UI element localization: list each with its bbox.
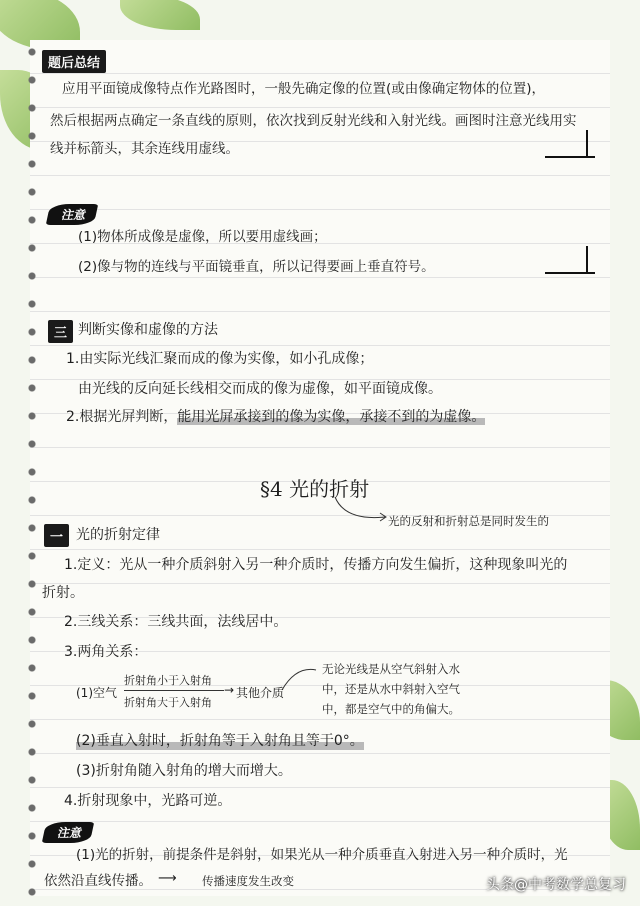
rule-perpendicular: (2)垂直入射时，折射角等于入射角且等于0°。 [76, 733, 364, 749]
notebook-spiral [22, 40, 42, 896]
remark-line: 中，还是从水中斜射入空气 [322, 682, 460, 696]
rule-bottom: 折射角大于入射角 [124, 696, 212, 709]
other-medium-label: 其他介质 [236, 686, 285, 700]
definition-line: 折射。 [42, 585, 84, 601]
note-tag: 注意 [42, 822, 94, 843]
section-title: 光的折射定律 [76, 527, 160, 543]
highlighted-rule: 能用光屏承接到的像为实像，承接不到的为虚像。 [177, 409, 486, 425]
rule-top: 折射角小于入射角 [124, 674, 212, 687]
note-line: (1)光的折射，前提条件是斜射，如果光从一种介质垂直入射进入另一种介质时，光 [76, 847, 568, 863]
judge-prefix: 2.根据光屏判断， [66, 409, 178, 425]
chapter-heading: §4 光的折射 [260, 477, 370, 501]
section-line [66, 408, 485, 426]
rule-reversible: 4.折射现象中，光路可逆。 [64, 793, 232, 809]
arrow-icon: → [224, 683, 235, 697]
note-tag: 注意 [46, 204, 98, 225]
arrow-icon: ⟶ [158, 871, 177, 886]
rule-increase: (3)折射角随入射角的增大而增大。 [76, 763, 292, 779]
watermark: 头条@中考数学总复习 [486, 877, 626, 893]
summary-tag: 题后总结 [42, 50, 106, 73]
arrow-line [124, 690, 224, 691]
arrow-note: 传播速度发生改变 [202, 874, 294, 888]
note-line: 依然沿直线传播。 [44, 873, 152, 889]
air-label: (1)空气 [76, 686, 117, 700]
leaf-decoration [120, 0, 200, 30]
section-line: 1.由实际光线汇聚而成的像为实像，如小孔成像； [66, 351, 374, 367]
section-badge: 一 [44, 524, 69, 547]
three-lines-rule: 2.三线关系：三线共面，法线居中。 [64, 614, 288, 630]
arrow-line [330, 495, 390, 525]
remark-line: 无论光线是从空气斜射入水 [322, 662, 460, 676]
ink-stroke [586, 130, 588, 158]
note-item: (1)物体所成像是虚像，所以要用虚线画； [78, 229, 327, 245]
remark-line: 中，都是空气中的角偏大。 [322, 702, 460, 716]
summary-line: 应用平面镜成像特点作光路图时，一般先确定像的位置(或由像确定物体的位置)， [62, 81, 546, 97]
two-angles-heading: 3.两角关系： [64, 644, 148, 660]
section-line: 由光线的反向延长线相交而成的像为虚像，如平面镜成像。 [78, 381, 442, 397]
summary-line: 然后根据两点确定一条直线的原则，依次找到反射光线和入射光线。画图时注意光线用实 [50, 113, 577, 129]
definition-line: 1.定义：光从一种介质斜射入另一种介质时，传播方向发生偏折，这种现象叫光的 [64, 557, 568, 573]
arrow-line [280, 664, 320, 694]
section-title: 判断实像和虚像的方法 [78, 322, 218, 338]
ink-stroke [586, 246, 588, 274]
section-badge: 三 [48, 320, 73, 343]
note-item: (2)像与物的连线与平面镜垂直，所以记得要画上垂直符号。 [78, 259, 435, 275]
side-note: 光的反射和折射总是同时发生的 [388, 514, 549, 528]
summary-line: 线并标箭头，其余连线用虚线。 [50, 141, 239, 157]
